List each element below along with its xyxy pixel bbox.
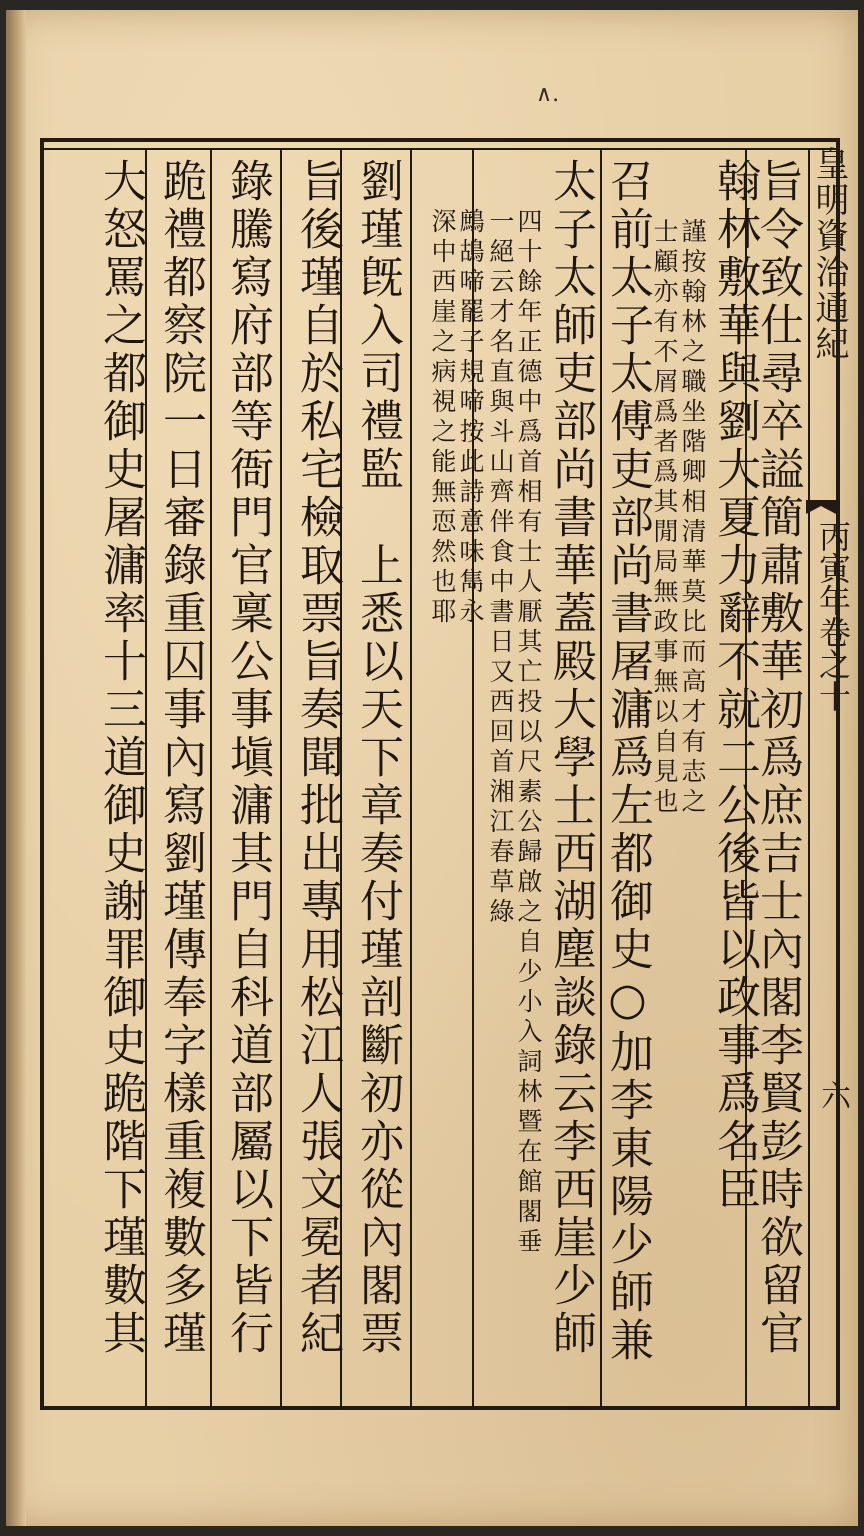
text-column-5: 召前太子太傅吏部尚書屠滽爲左都御史○加李東陽少師兼	[602, 158, 653, 1365]
text-column-10: 深中西崖之病視之能無恧然也耶	[428, 208, 457, 628]
fish-tail-mark	[806, 500, 836, 514]
text-column-13: 錄騰寫府部等衙門官稟公事塡滽其門自科道部屬以下皆行	[222, 158, 273, 1358]
volume-label: 丙寅年卷之十	[814, 520, 852, 712]
text-column-2: 翰林敷華與劉大夏力辭不就二公後皆以政事爲名臣	[709, 158, 760, 1214]
text-column-8: 一絕云才名直與斗山齊伴食中書日又西回首湘江春草綠	[486, 208, 515, 928]
center-strip	[805, 138, 849, 1410]
text-column-7: 四十餘年正德中爲首相有士人厭其亡投以尺素公歸啟之自少小入詞林暨在館閣垂	[514, 208, 543, 1258]
text-column-14: 跪禮都察院一日審錄重囚事內寫劉瑾傳奉字樣重複數多瑾	[155, 158, 206, 1358]
top-ink-mark: ∧.	[536, 82, 560, 107]
text-column-3: 謹按翰林之職坐階卿相清華莫比而高才有志之	[678, 218, 707, 818]
text-column-9: 鷓鴣啼罷子規啼按此詩意味雋永	[456, 208, 485, 628]
text-column-11: 劉瑾旣入司禮監 上悉以天下章奏付瑾剖斷初亦從內閣票	[352, 158, 403, 1358]
page-number: 六	[815, 1080, 850, 1110]
text-column-12: 旨後瑾自於私宅檢取票旨奏聞批出專用松江人張文冕者紀	[292, 158, 343, 1358]
text-column-1: 旨令致仕尋卒謚簡肅敷華初爲庶吉士內閣李賢彭時欲留官	[752, 158, 803, 1358]
book-title: 皇明資治通紀	[809, 146, 849, 362]
text-column-6: 太子太師吏部尚書華蓋殿大學士西湖塵談錄云李西崖少師	[545, 158, 596, 1358]
book-spine	[6, 10, 26, 1526]
text-columns	[40, 148, 805, 1410]
text-column-15: 大怒罵之都御史屠滽率十三道御史謝罪御史跪階下瑾數其	[95, 158, 146, 1358]
center-title-block	[805, 146, 854, 362]
text-column-4: 士顧亦有不屑爲者爲其閒局無政事無以自見也	[650, 218, 679, 818]
